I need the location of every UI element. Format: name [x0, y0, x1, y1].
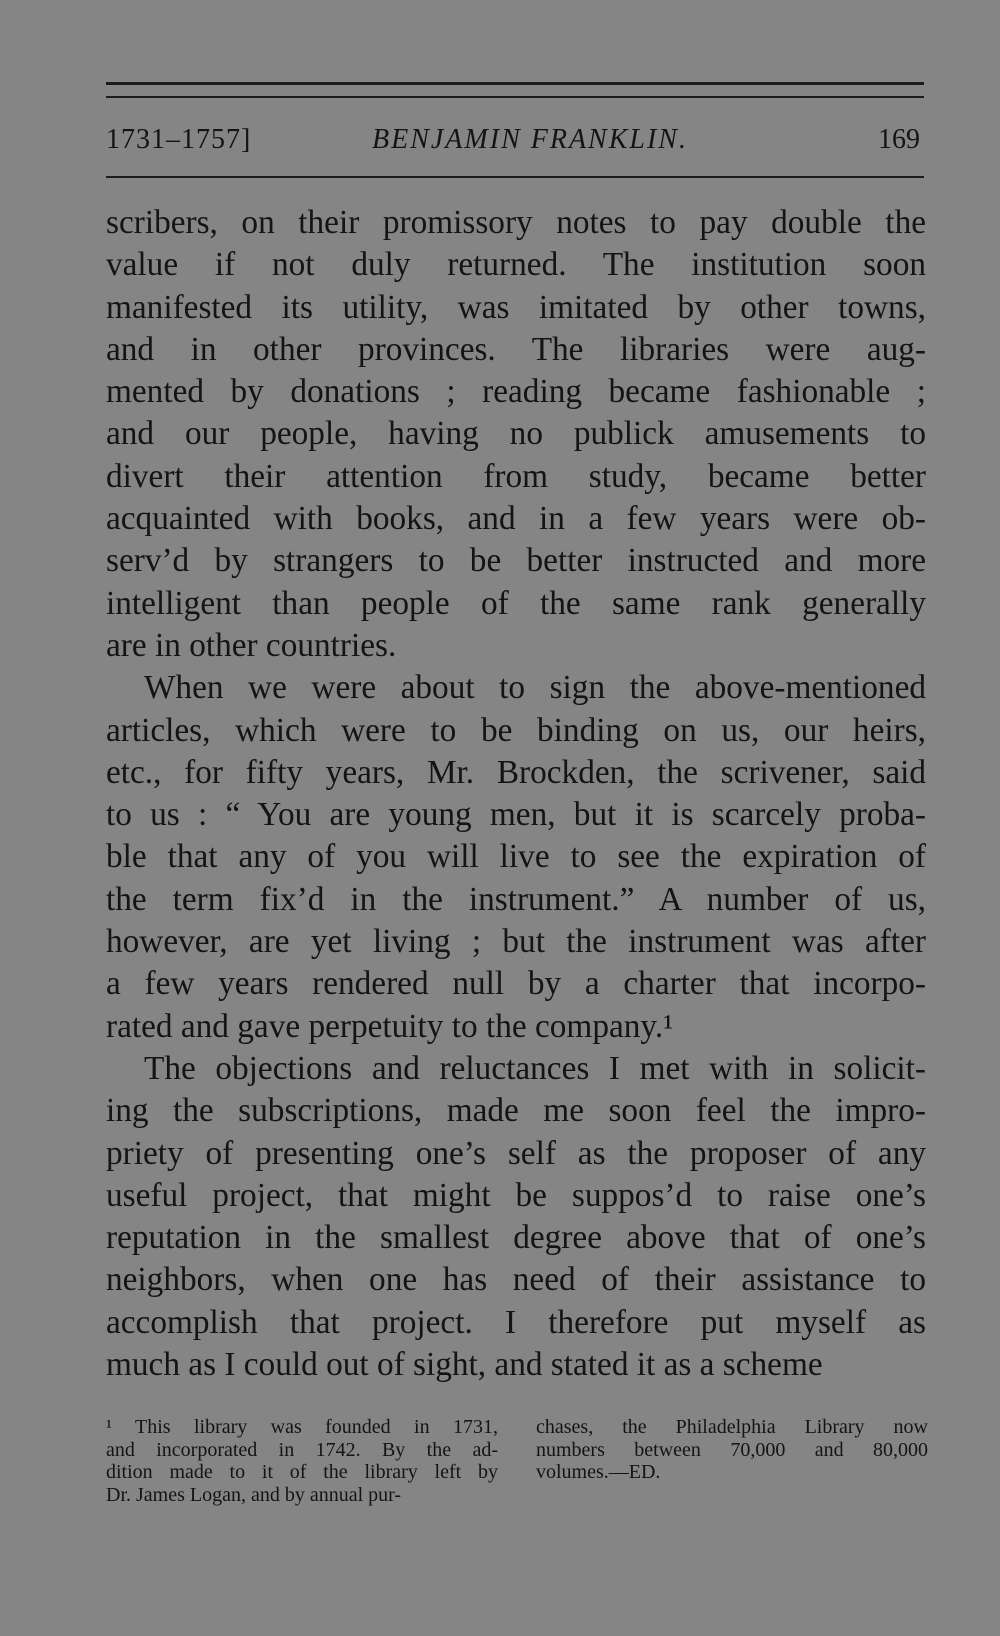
text-line: intelligent than people of the same rank generally: [106, 584, 926, 622]
text-line: When we were about to sign the above-mentioned: [144, 669, 926, 707]
text-line: manifested its utility, was imitated by other towns,: [106, 288, 926, 326]
header-rule: [106, 176, 924, 178]
top-rule: [106, 82, 924, 85]
text-line: etc., for fifty years, Mr. Brockden, the scrivener, said: [106, 753, 926, 791]
text-line: neighbors, when one has need of their assistance to: [106, 1261, 926, 1299]
text-line: to us : “ You are young men, but it is scarcely proba-: [106, 796, 926, 834]
text-line: mented by donations ; reading became fashionable ;: [106, 373, 926, 411]
text-line: rated and gave perpetuity to the company.¹: [106, 1007, 674, 1045]
footnote-column-right: [536, 1416, 928, 1484]
text-line: ing the subscriptions, made me soon feel the impro-: [106, 1092, 926, 1130]
footnote-line: dition made to it of the library left by: [106, 1461, 498, 1483]
text-line: The objections and reluctances I met with in solicit-: [144, 1049, 926, 1087]
text-line: acquainted with books, and in a few years were ob-: [106, 500, 926, 538]
paragraph: [106, 202, 926, 667]
text-line: however, are yet living ; but the instrument was after: [106, 923, 926, 961]
text-line: divert their attention from study, became better: [106, 457, 926, 495]
text-line: and in other provinces. The libraries were aug-: [106, 330, 926, 368]
text-line: the term fix’d in the instrument.” A number of us,: [106, 880, 926, 918]
text-line: a few years rendered null by a charter that incorpo-: [106, 965, 926, 1003]
text-line: are in other countries.: [106, 626, 397, 664]
footnote-line: chases, the Philadelphia Library now: [536, 1416, 928, 1438]
paragraph: [106, 667, 926, 1048]
text-line: reputation in the smallest degree above that of one’s: [106, 1219, 926, 1257]
page-number: 169: [878, 124, 920, 155]
body-text: [106, 202, 926, 1386]
footnote-line: and incorporated in 1742. By the ad-: [106, 1438, 498, 1461]
text-line: value if not duly returned. The institution soon: [106, 246, 926, 284]
text-line: priety of presenting one’s self as the proposer of any: [106, 1134, 926, 1172]
footnote-line: Dr. James Logan, and by annual pur-: [106, 1483, 402, 1506]
text-line: scribers, on their promissory notes to pay double the: [106, 204, 926, 241]
footnote-line: numbers between 70,000 and 80,000: [536, 1438, 928, 1461]
running-head-dates: 1731–1757]: [106, 124, 252, 155]
text-line: accomplish that project. I therefore put myself as: [106, 1303, 926, 1341]
paragraph: [106, 1048, 926, 1386]
text-line: ble that any of you will live to see the expiration of: [106, 838, 926, 876]
running-head: [106, 118, 924, 162]
text-line: and our people, having no publick amusements to: [106, 415, 926, 453]
text-line: much as I could out of sight, and stated it as a scheme: [106, 1346, 823, 1384]
text-line: useful project, that might be suppos’d to raise one’s: [106, 1176, 926, 1214]
running-head-title: BENJAMIN FRANKLIN.: [372, 124, 688, 155]
footnote-line: volumes.—ED.: [536, 1461, 661, 1483]
text-line: serv’d by strangers to be better instructed and more: [106, 542, 926, 580]
text-line: articles, which were to be binding on us, our heirs,: [106, 711, 926, 749]
top-rule-thin: [106, 96, 924, 98]
footnote-column-left: [106, 1416, 498, 1506]
footnote-line: ¹ This library was founded in 1731,: [106, 1416, 498, 1438]
